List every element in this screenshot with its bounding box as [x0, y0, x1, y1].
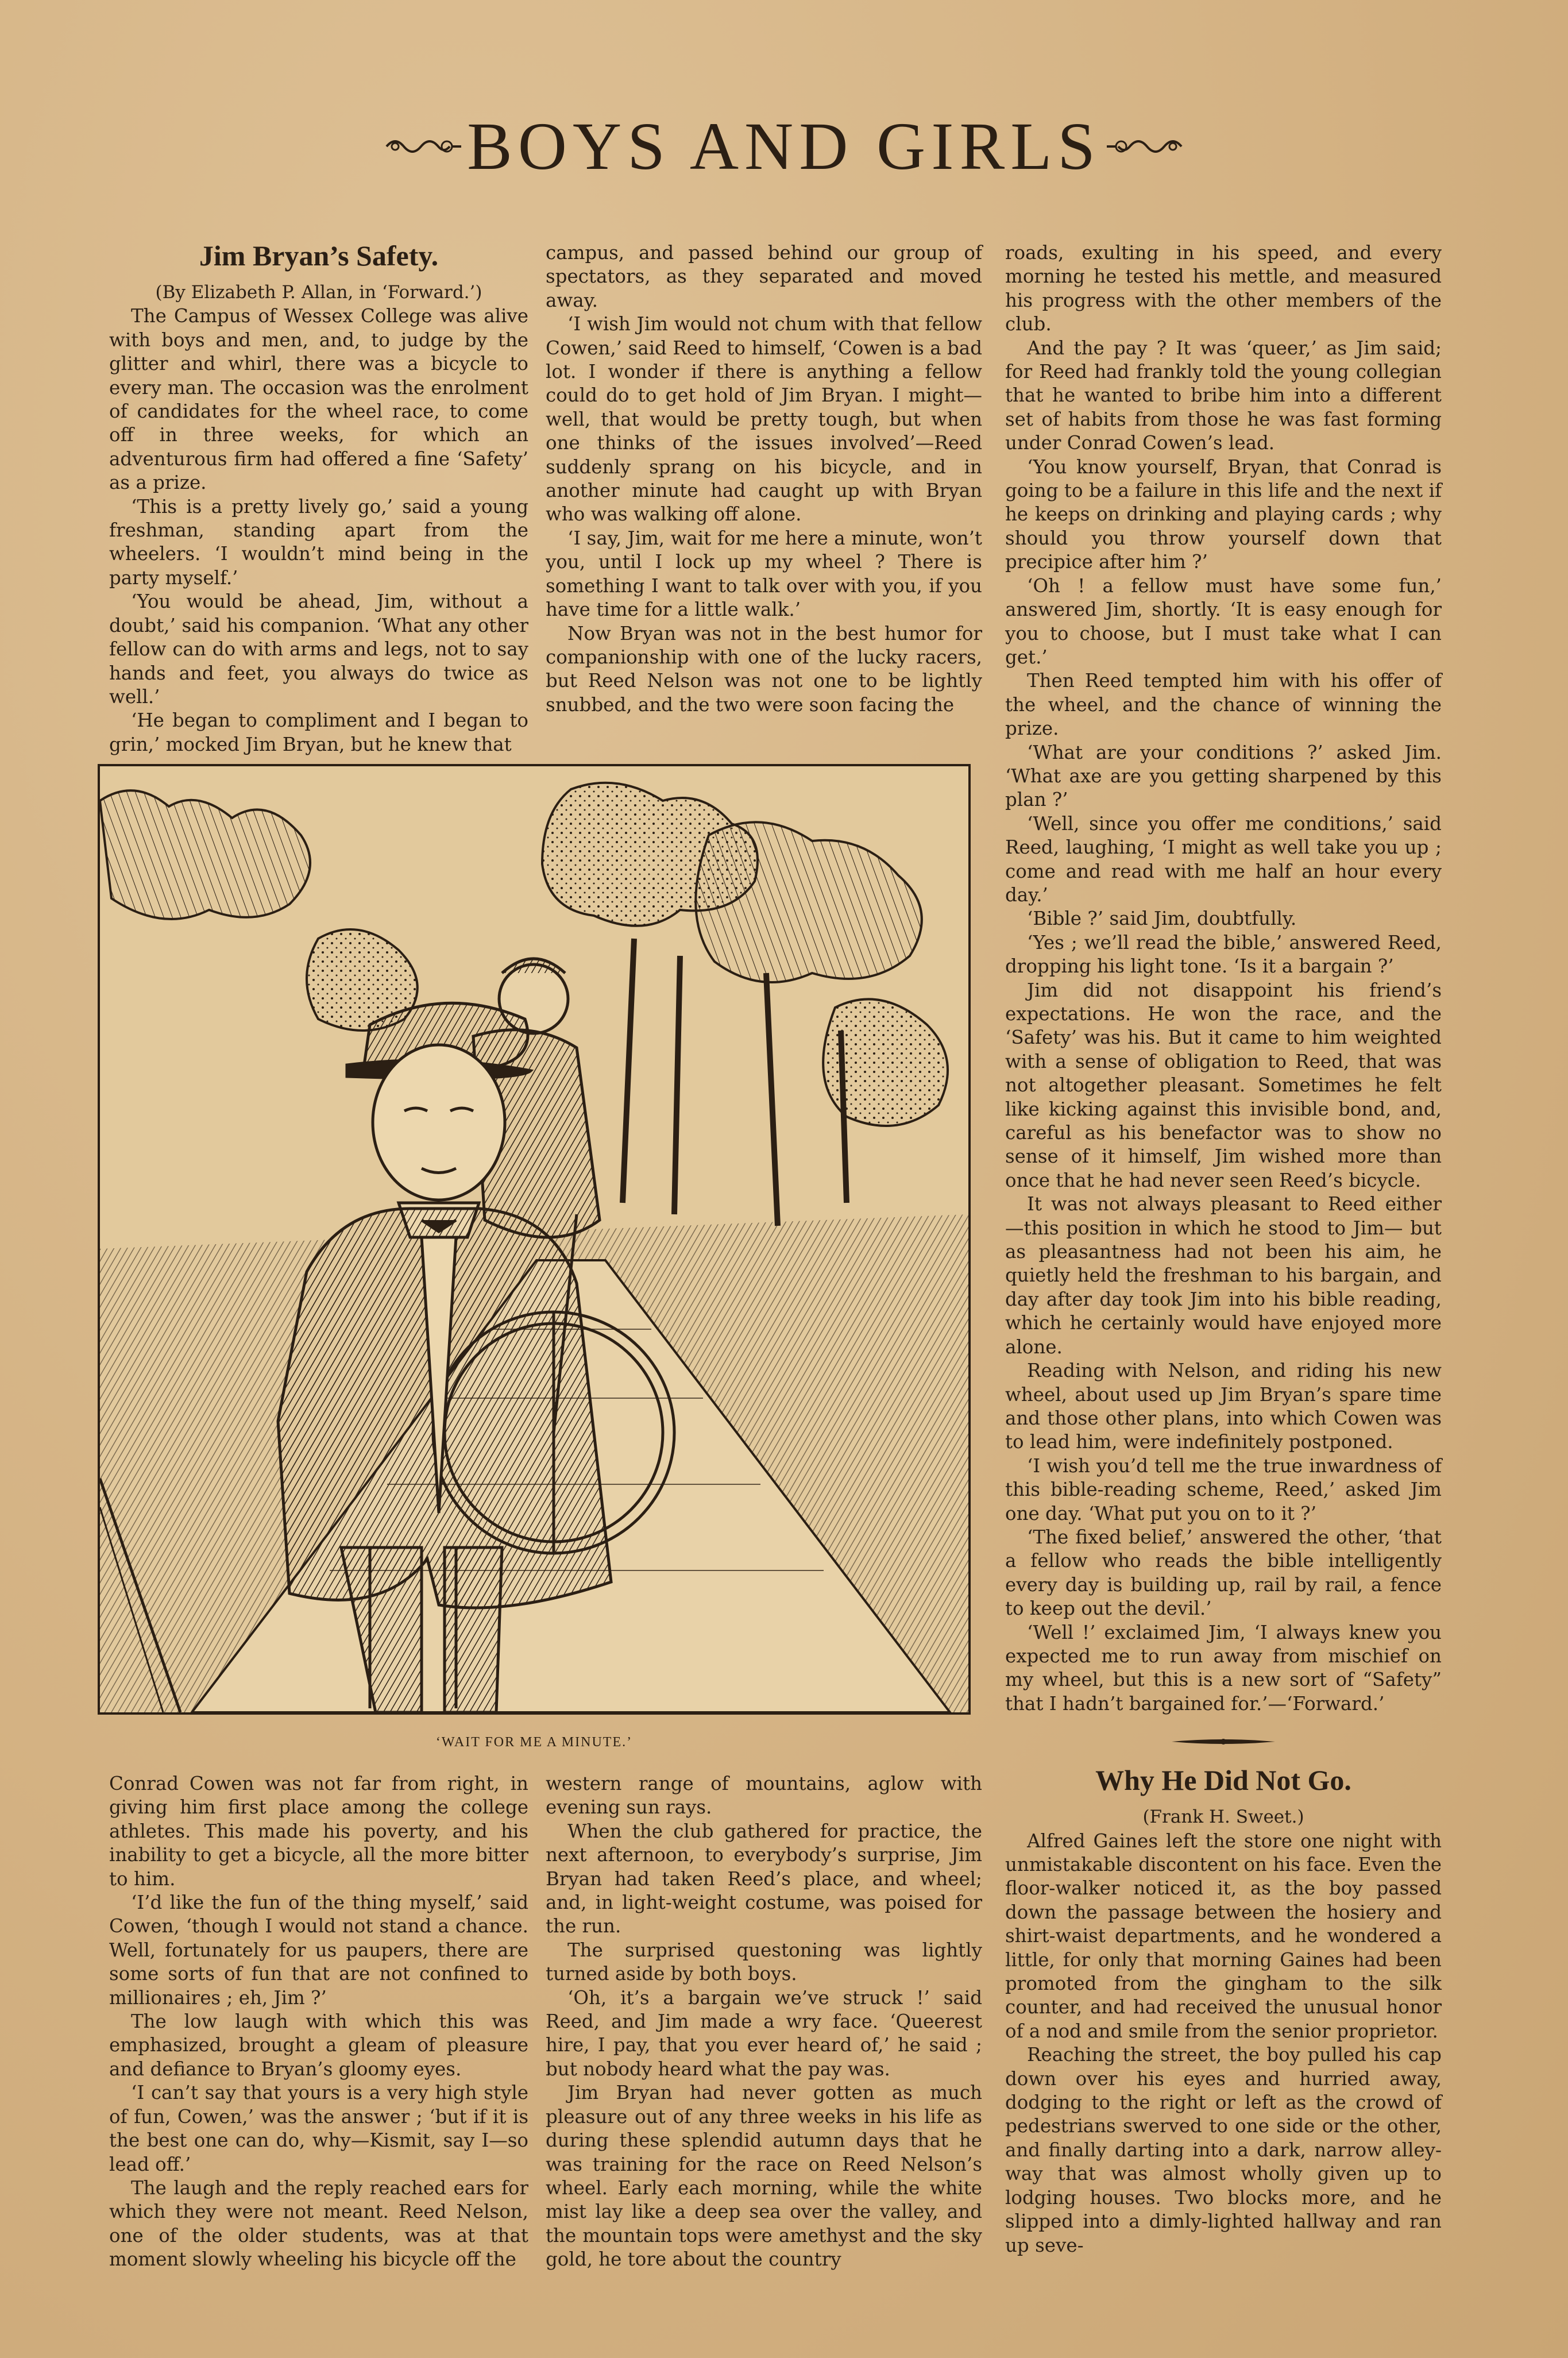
- paragraph: ‘Bible ?’ said Jim, doubtfully.: [1027, 908, 1297, 930]
- paragraph: Reaching the street, the boy pulled his cap down over his eyes and hurried away, dodging to the right or left as the crowd of pedestrians swerved to one side or the other, and finally darting into a dark, narrow alley-way that was almost wholly given up to lodging houses. Two blocks more, and he slipped into a dimly-lighted hallway and ran up seve-: [1005, 2044, 1442, 2256]
- paragraph: Then Reed tempted him with his offer of the wheel, and the chance of winning the prize.: [1005, 670, 1442, 740]
- right-ornament-icon: [1104, 132, 1184, 161]
- paragraph: ‘The fixed belief,’ answered the other, ‘that a fellow who reads the bible intelligently every day is building up, rail by rail, a fence to keep out the devil.’: [1005, 1526, 1442, 1620]
- paragraph: ‘Well, since you offer me conditions,’ said Reed, laughing, ‘I might as well take you up ; come and read with me half an hour every day.’: [1005, 812, 1442, 906]
- paragraph: ‘Oh, it’s a bargain we’ve struck !’ said Reed, and Jim made a wry face. ‘Queerest hire, I pay, that you ever heard of,’ he said ; but nobody heard what the pay was.: [546, 1986, 982, 2080]
- column-2-top: [546, 241, 982, 717]
- illustration: [98, 764, 971, 1715]
- illustration-caption: ‘WAIT FOR ME A MINUTE.’: [435, 1735, 633, 1750]
- paragraph: ‘I’d like the fun of the thing myself,’ said Cowen, ‘though I would not stand a chance. Well, fortunately for us paupers, there are some sorts of fun that are not confined to millionaires ; eh, Jim ?’: [109, 1892, 528, 2009]
- paragraph: ‘Yes ; we’ll read the bible,’ answered Reed, dropping his light tone. ‘Is it a bargain ?’: [1005, 931, 1442, 978]
- paragraph: ‘This is a pretty lively go,’ said a young freshman, standing apart from the wheelers. ‘I wouldn’t mind being in the party myself.’: [109, 495, 528, 589]
- left-ornament-icon: [384, 132, 464, 161]
- paragraph: The low laugh with which this was emphasized, brought a gleam of pleasure and defiance to Bryan’s gloomy eyes.: [109, 2010, 528, 2080]
- paragraph: When the club gathered for practice, the next afternoon, to everybody’s surprise, Jim Bryan had taken Reed’s place, and wheel; and, in light-weight costume, was poised for the run.: [546, 1820, 982, 1938]
- masthead: [0, 106, 1568, 187]
- paragraph: ‘He began to compliment and I began to grin,’ mocked Jim Bryan, but he knew that: [109, 709, 528, 755]
- story-title-2: Why He Did Not Go.: [1095, 1764, 1351, 1797]
- paragraph: Reading with Nelson, and riding his new wheel, about used up Jim Bryan’s spare time and those other plans, into which Cowen was to lead him, were indefinitely postponed.: [1005, 1360, 1442, 1453]
- paragraph: ‘I can’t say that yours is a very high style of fun, Cowen,’ was the answer ; ‘but if it is the best one can do, why—Kismit, say I—so lead off.’: [109, 2082, 528, 2175]
- column-3: [1005, 241, 1442, 2257]
- story-byline-2: (Frank H. Sweet.): [1142, 1807, 1304, 1828]
- paragraph: Jim did not disappoint his friend’s expectations. He won the race, and the ‘Safety’ was his. But it came to him weighted with a sense of obligation to Reed, that was not altogether pleasant. Sometimes he felt like kicking against this invisible bond, and, careful as his benefactor was to show no sense of it himself, Jim wished more than once that he had never seen Reed’s bicycle.: [1005, 979, 1442, 1191]
- paragraph: The surprised questoning was lightly turned aside by both boys.: [546, 1939, 982, 1985]
- paragraph: And the pay ? It was ‘queer,’ as Jim said; for Reed had frankly told the young collegian that he wanted to bribe him into a different set of habits from those he was fast forming under Conrad Cowen’s lead.: [1005, 337, 1442, 454]
- column-2-bottom: [546, 1772, 982, 2272]
- paragraph: Alfred Gaines left the store one night with unmistakable discontent on his face. Even the floor-walker noticed it, as the boy passed down the passage between the hosiery and shirt-waist departments, and he wondered a little, for only that morning Gaines had been promoted from the gingham to the silk counter, and had received the unusual honor of a nod and smile from the senior proprietor.: [1005, 1830, 1442, 2042]
- paragraph: ‘I say, Jim, wait for me here a minute, won’t you, until I lock up my wheel ? There is something I want to talk over with you, if you have time for a little walk.’: [546, 527, 982, 621]
- paragraph: roads, exulting in his speed, and every morning he tested his mettle, and measured his progress with the other members of the club.: [1005, 242, 1442, 335]
- paragraph: Jim Bryan had never gotten as much pleasure out of any three weeks in his life as during these splendid autumn days that he was training for the race on Reed Nelson’s wheel. Early each morning, while the white mist lay like a deep sea over the valley, and the mountain tops were amethyst and the sky gold, he tore about the country: [546, 2082, 982, 2271]
- divider-ornament-icon: [1166, 1735, 1281, 1749]
- story-byline: (By Elizabeth P. Allan, in ‘Forward.’): [155, 282, 482, 303]
- paragraph: Now Bryan was not in the best humor for companionship with one of the lucky racers, but Reed Nelson was not one to be lightly snubbed, and the two were soon facing the: [546, 622, 982, 716]
- paragraph: ‘I wish Jim would not chum with that fellow Cowen,’ said Reed to himself, ‘Cowen is a bad lot. I wonder if there is anything a fellow could do to get hold of Jim Bryan. I might—well, that would be pretty tough, but when one thinks of the issues involved’—Reed suddenly sprang on his bicycle, and in another minute had caught up with Bryan who was walking off alone.: [546, 313, 982, 526]
- story-title: Jim Bryan’s Safety.: [199, 240, 439, 272]
- paragraph: The Campus of Wessex College was alive with boys and men, and, to judge by the glitter and whirl, there was a bicycle to every man. The occasion was the enrolment of candidates for the wheel race, to come off in three weeks, for which an adventurous firm had offered a fine ‘Safety’ as a prize.: [109, 305, 528, 494]
- paragraph: ‘Well !’ exclaimed Jim, ‘I always knew you expected me to run away from mischief on my wheel, but this is a new sort of “Safety” that I hadn’t bargained for.’—‘Forward.’: [1005, 1621, 1442, 1715]
- column-1-bottom: [109, 1772, 528, 2272]
- section-title: BOYS AND GIRLS: [467, 109, 1101, 184]
- column-1-top: [109, 238, 528, 757]
- paragraph: Conrad Cowen was not far from right, in giving him first place among the college athletes. This made his poverty, and his inability to get a bicycle, all the more bitter to him.: [109, 1773, 528, 1890]
- paragraph: It was not always pleasant to Reed either —this position in which he stood to Jim— but as pleasantness had not been his aim, he quietly held the freshman to his bargain, and day after day took Jim into his bible reading, which he certainly would have enjoyed more alone.: [1005, 1193, 1442, 1358]
- engraving-image: [100, 766, 968, 1712]
- paragraph: ‘Oh ! a fellow must have some fun,’ answered Jim, shortly. ‘It is easy enough for you to choose, but I must take what I can get.’: [1005, 574, 1442, 668]
- paragraph: campus, and passed behind our group of spectators, as they separated and moved away.: [546, 242, 982, 311]
- paragraph: ‘What are your conditions ?’ asked Jim. ‘What axe are you getting sharpened by this plan ?’: [1005, 741, 1442, 811]
- story-divider: [1005, 1731, 1442, 1745]
- paragraph: The laugh and the reply reached ears for which they were not meant. Reed Nelson, one of the older students, was at that moment slowly wheeling his bicycle off the: [109, 2176, 528, 2271]
- paragraph: ‘You would be ahead, Jim, without a doubt,’ said his companion. ‘What any other fellow can do with arms and legs, not to say hands and feet, you always do twice as well.’: [109, 591, 528, 708]
- paragraph: western range of mountains, aglow with evening sun rays.: [546, 1773, 982, 1819]
- paragraph: ‘I wish you’d tell me the true inwardness of this bible-reading scheme, Reed,’ asked Jim one day. ‘What put you on to it ?’: [1005, 1454, 1442, 1525]
- paragraph: ‘You know yourself, Bryan, that Conrad is going to be a failure in this life and the next if he keeps on drinking and playing cards ; why should you throw yourself down that precipice after him ?’: [1005, 456, 1442, 573]
